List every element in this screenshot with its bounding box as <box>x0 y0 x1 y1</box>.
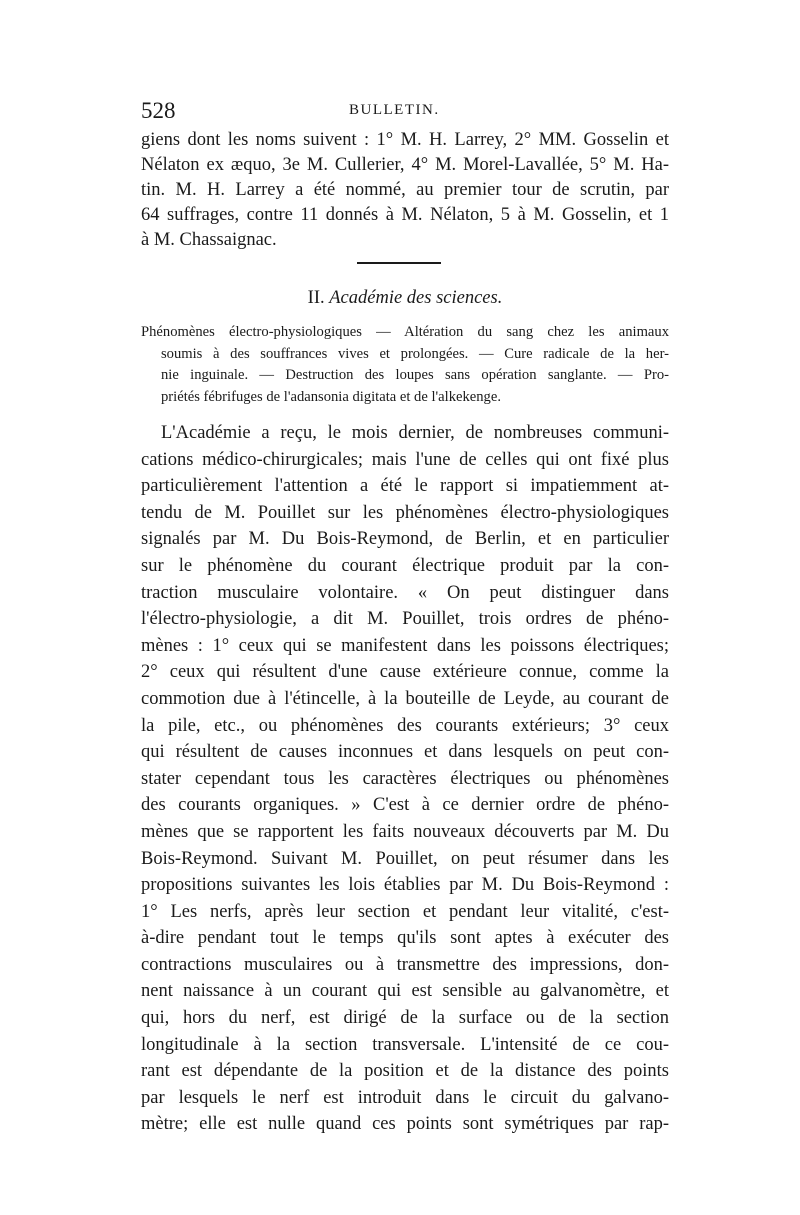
text-line: tin. M. H. Larrey a été nommé, au premier tour de scrutin, par <box>141 180 669 200</box>
text-line: rant est dépendante de la position et de la distance des points <box>141 1061 669 1082</box>
text-line: signalés par M. Du Bois-Reymond, de Berlin, et en particulier <box>141 529 669 550</box>
text-line: 64 suffrages, contre 11 donnés à M. Nélaton, 5 à M. Gosselin, et 1 <box>141 205 669 225</box>
text-line: tendu de M. Pouillet sur les phénomènes électro-physiologiques <box>141 502 669 523</box>
text-line: l'électro-physiologie, a dit M. Pouillet, trois ordres de phéno- <box>141 609 669 630</box>
text-line: des courants organiques. » C'est à ce dernier ordre de phéno- <box>141 795 669 816</box>
text-line: 1° Les nerfs, après leur section et pendant leur vitalité, c'est- <box>141 901 669 922</box>
summary-line: soumis à des souffrances vives et prolongées. — Cure radicale de la her- <box>161 345 669 362</box>
text-line: Bois-Reymond. Suivant M. Pouillet, on peut résumer dans les <box>141 848 669 869</box>
text-line: giens dont les noms suivent : 1° M. H. Larrey, 2° MM. Gosselin et <box>141 130 669 150</box>
main-paragraph <box>141 420 669 1138</box>
page-header <box>141 98 661 128</box>
text-line: sur le phénomène du courant électrique produit par la con- <box>141 555 669 576</box>
text-line: propositions suivantes les lois établies par M. Du Bois-Reymond : <box>141 875 669 896</box>
text-line: mènes que se rapportent les faits nouveaux découverts par M. Du <box>141 821 669 842</box>
section-summary <box>141 322 669 408</box>
top-paragraph <box>141 128 669 253</box>
text-line: particulièrement l'attention a été le rapport si impatiemment at- <box>141 476 669 497</box>
text-line: la pile, etc., ou phénomènes des courants extérieurs; 3° ceux <box>141 715 669 736</box>
text-line: par lesquels le nerf est introduit dans le circuit du galvano- <box>141 1087 669 1108</box>
text-line: à M. Chassaignac. <box>141 230 277 250</box>
text-line: Nélaton ex æquo, 3e M. Cullerier, 4° M. Morel-Lavallée, 5° M. Ha- <box>141 155 669 175</box>
summary-line: Phénomènes électro-physiologiques — Altération du sang chez les animaux <box>141 324 669 340</box>
text-line: 2° ceux qui résultent d'une cause extérieure connue, comme la <box>141 662 669 683</box>
text-line: à-dire pendant tout le temps qu'ils sont aptes à exécuter des <box>141 928 669 949</box>
text-line: longitudinale à la section transversale. L'intensité de ce cou- <box>141 1034 669 1055</box>
text-line: qui, hors du nerf, est dirigé de la surface ou de la section <box>141 1008 669 1029</box>
section-number: II. <box>307 288 325 308</box>
text-line: stater cependant tous les caractères électriques ou phénomènes <box>141 768 669 789</box>
section-heading <box>141 288 669 309</box>
text-line: commotion due à l'étincelle, à la bouteille de Leyde, au courant de <box>141 688 669 709</box>
running-head: BULLETIN. <box>349 102 440 118</box>
text-line: nent naissance à un courant qui est sensible au galvanomètre, et <box>141 981 669 1002</box>
text-line: contractions musculaires ou à transmettre des impressions, don- <box>141 954 669 975</box>
page-number: 528 <box>141 98 176 123</box>
text-line-content: L'Académie a reçu, le mois dernier, de nombreuses communi- <box>161 423 669 443</box>
text-line: mètre; elle est nulle quand ces points sont symétriques par rap- <box>141 1114 669 1135</box>
text-line: qui résultent de causes inconnues et dans lesquels on peut con- <box>141 742 669 763</box>
section-title: Académie des sciences. <box>329 288 503 308</box>
text-line: mènes : 1° ceux qui se manifestent dans les poissons électriques; <box>141 635 669 656</box>
text-line: traction musculaire volontaire. « On peut distinguer dans <box>141 582 669 603</box>
text-line <box>141 420 669 447</box>
text-line: cations médico-chirurgicales; mais l'une de celles qui ont fixé plus <box>141 449 669 470</box>
section-divider <box>357 262 441 264</box>
summary-line: nie inguinale. — Destruction des loupes sans opération sanglante. — Pro- <box>161 367 669 383</box>
summary-line: priétés fébrifuges de l'adansonia digitata et de l'alkekenge. <box>161 388 501 405</box>
